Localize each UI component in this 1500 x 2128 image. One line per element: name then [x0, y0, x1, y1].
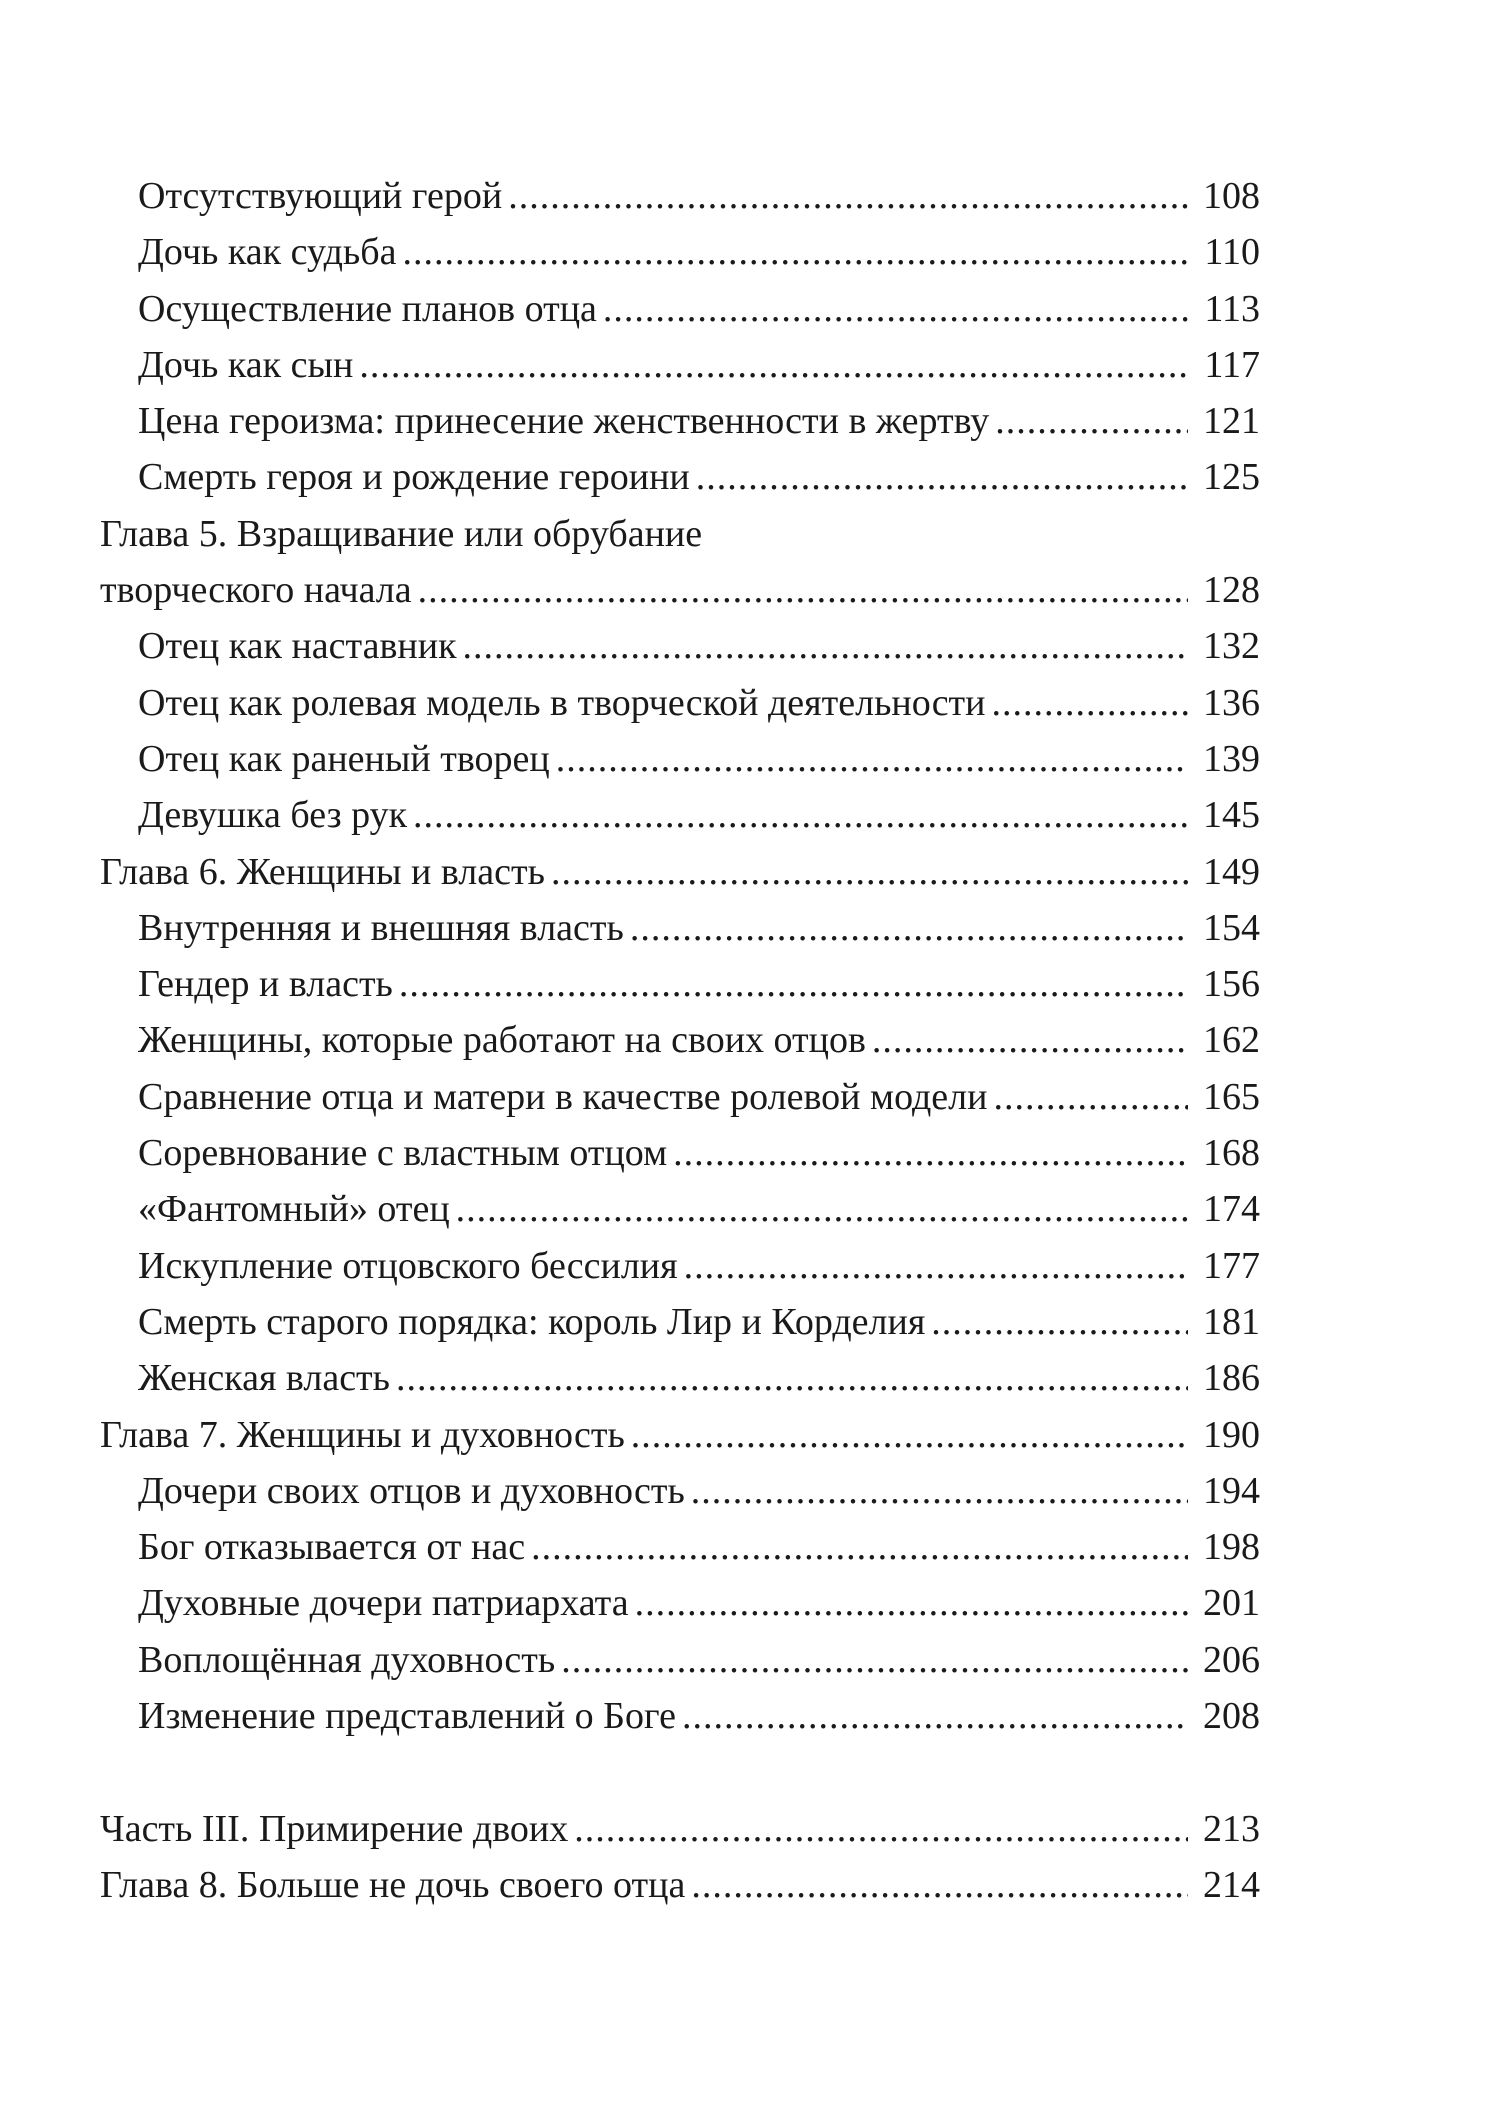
- dot-leader: [561, 1632, 1188, 1688]
- toc-entry-title: Дочь как судьба: [138, 231, 397, 274]
- toc-section-entry: [100, 1181, 1260, 1237]
- toc-page-number: 213: [1203, 1807, 1260, 1850]
- toc-entry-title: Глава 5. Взращивание или обрубание: [100, 512, 703, 555]
- toc-page-number: 154: [1203, 906, 1260, 949]
- toc-section-entry: [100, 956, 1260, 1012]
- toc-entry-title: Глава 6. Женщины и власть: [100, 850, 545, 893]
- toc-section-entry: [100, 731, 1260, 787]
- toc-entry-title: Осуществление планов отца: [138, 287, 597, 330]
- toc-page-number: 214: [1203, 1863, 1260, 1906]
- toc-entry-title: Бог отказывается от нас: [138, 1526, 526, 1569]
- dot-leader: [630, 900, 1188, 956]
- toc-entry-title: Духовные дочери патриархата: [138, 1582, 629, 1625]
- toc-entry-title: Отсутствующий герой: [138, 175, 503, 217]
- dot-leader: [696, 449, 1188, 505]
- toc-entry-title: Глава 7. Женщины и духовность: [100, 1413, 625, 1456]
- toc-page-number: 174: [1203, 1188, 1260, 1231]
- toc-section-entry: [100, 337, 1260, 393]
- dot-leader: [551, 844, 1188, 900]
- toc-page-number: 136: [1203, 681, 1260, 724]
- toc-entry-title: Дочери своих отцов и духовность: [138, 1469, 685, 1512]
- toc-page-number: 181: [1203, 1300, 1260, 1343]
- toc-entry-title: Глава 8. Больше не дочь своего отца: [100, 1863, 686, 1906]
- dot-leader: [931, 1294, 1188, 1350]
- dot-leader: [635, 1575, 1188, 1631]
- toc-page-number: 168: [1203, 1132, 1260, 1175]
- toc-chapter-entry: [100, 1407, 1260, 1463]
- toc-section-entry: [100, 1238, 1260, 1294]
- toc-page-number: 208: [1203, 1695, 1260, 1738]
- dot-leader: [463, 618, 1188, 674]
- toc-section-entry: [100, 281, 1260, 337]
- toc-section-entry: [100, 1125, 1260, 1181]
- dot-leader: [574, 1801, 1188, 1857]
- toc-page-number: 113: [1204, 287, 1260, 330]
- toc-section-entry: [100, 1012, 1260, 1068]
- dot-leader: [631, 1407, 1188, 1463]
- toc-entry-title: Сравнение отца и матери в качестве ролевой модели: [138, 1075, 988, 1118]
- toc-page-number: 156: [1203, 963, 1260, 1006]
- toc-page-number: 149: [1203, 850, 1260, 893]
- toc-page-number: 128: [1203, 569, 1260, 612]
- toc-section-entry: [100, 1688, 1260, 1744]
- toc-section-entry: [100, 168, 1260, 224]
- toc-section-entry: [100, 1463, 1260, 1519]
- toc-entry-title: Смерть героя и рождение героини: [138, 456, 690, 499]
- dot-leader: [691, 1857, 1188, 1913]
- dot-leader: [456, 1181, 1188, 1237]
- toc-page-number: 132: [1203, 625, 1260, 668]
- toc-chapter-entry: [100, 506, 1260, 562]
- toc-section-entry: [100, 618, 1260, 674]
- toc-page-number: 194: [1203, 1469, 1260, 1512]
- toc-chapter-entry: [100, 844, 1260, 900]
- toc-page-number: 198: [1203, 1526, 1260, 1569]
- dot-leader: [684, 1238, 1188, 1294]
- toc-entry-title: Изменение представлений о Боге: [138, 1695, 676, 1738]
- toc-page-number: 165: [1203, 1075, 1260, 1118]
- dot-leader: [603, 281, 1188, 337]
- toc-page-number: 108: [1203, 175, 1260, 217]
- toc-entry-title: Воплощённая духовность: [138, 1638, 556, 1681]
- toc-section-entry: [100, 1069, 1260, 1125]
- dot-leader: [413, 787, 1188, 843]
- toc-page-number: 145: [1203, 794, 1260, 837]
- toc-entry-title: Женская власть: [138, 1357, 390, 1400]
- toc-section-entry: [100, 1519, 1260, 1575]
- dot-leader: [682, 1688, 1188, 1744]
- toc-page-number: 110: [1204, 231, 1260, 274]
- dot-leader: [399, 956, 1188, 1012]
- toc-section-entry: [100, 787, 1260, 843]
- dot-leader: [508, 168, 1188, 224]
- dot-leader: [993, 1069, 1188, 1125]
- toc-section-entry: [100, 675, 1260, 731]
- toc-entry-title: Внутренняя и внешняя власть: [138, 906, 624, 949]
- toc-page-number: 121: [1203, 400, 1260, 443]
- toc-section-entry: [100, 1350, 1260, 1406]
- toc-page-number: 117: [1204, 343, 1260, 386]
- toc-section-entry: [100, 1632, 1260, 1688]
- toc-entry-title: Соревнование с властным отцом: [138, 1132, 668, 1175]
- toc-entry-title: Дочь как сын: [138, 343, 354, 386]
- dot-leader: [872, 1012, 1188, 1068]
- toc-entry-title: творческого начала: [100, 569, 412, 612]
- toc-section-entry: [100, 449, 1260, 505]
- toc-page-number: 201: [1203, 1582, 1260, 1625]
- toc-page-number: 190: [1203, 1413, 1260, 1456]
- toc-page-number: 162: [1203, 1019, 1260, 1062]
- toc-entry-title: Гендер и власть: [138, 963, 393, 1006]
- dot-leader: [418, 562, 1188, 618]
- toc-entry-title: Часть III. Примирение двоих: [100, 1807, 569, 1850]
- toc-page-number: 177: [1203, 1244, 1260, 1287]
- dot-leader: [691, 1463, 1188, 1519]
- toc-page-number: 206: [1203, 1638, 1260, 1681]
- toc-page-number: 125: [1203, 456, 1260, 499]
- toc-chapter-entry: [100, 1801, 1260, 1857]
- dot-leader: [402, 224, 1188, 280]
- toc-page-number: 139: [1203, 737, 1260, 780]
- table-of-contents: [100, 168, 1260, 1913]
- toc-entry-title: Искупление отцовского бессилия: [138, 1244, 678, 1287]
- dot-leader: [531, 1519, 1188, 1575]
- toc-entry-title: Отец как наставник: [138, 625, 457, 668]
- toc-section-entry: [100, 224, 1260, 280]
- toc-entry-title: «Фантомный» отец: [138, 1188, 450, 1231]
- dot-leader: [992, 675, 1188, 731]
- toc-entry-title: Женщины, которые работают на своих отцов: [138, 1019, 866, 1062]
- toc-section-entry: [100, 1294, 1260, 1350]
- toc-section-entry: [100, 393, 1260, 449]
- toc-section-entry: [100, 1575, 1260, 1631]
- toc-entry-title: Отец как ролевая модель в творческой деятельности: [138, 681, 986, 724]
- toc-entry-title: Отец как раненый творец: [138, 737, 550, 780]
- toc-entry-title: Цена героизма: принесение женственности в жертву: [138, 400, 990, 443]
- toc-page-number: 186: [1203, 1357, 1260, 1400]
- dot-leader: [673, 1125, 1188, 1181]
- dot-leader: [556, 731, 1188, 787]
- dot-leader: [995, 393, 1188, 449]
- toc-chapter-entry: [100, 1857, 1260, 1913]
- toc-entry-title: Девушка без рук: [138, 794, 408, 837]
- toc-entry-title: Смерть старого порядка: король Лир и Корделия: [138, 1300, 926, 1343]
- dot-leader: [359, 337, 1188, 393]
- toc-section-entry: [100, 900, 1260, 956]
- toc-chapter-entry: [100, 562, 1260, 618]
- dot-leader: [396, 1350, 1188, 1406]
